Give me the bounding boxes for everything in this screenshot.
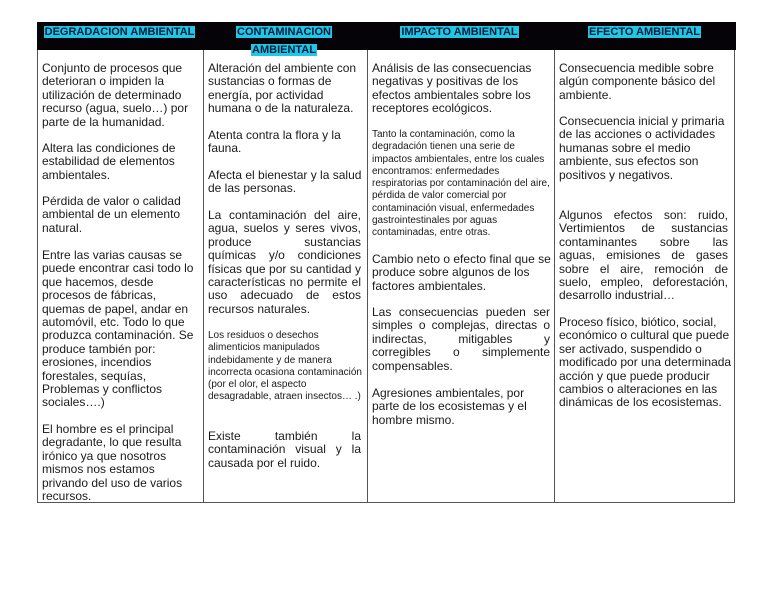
header-degradacion — [37, 22, 202, 50]
table-header-row — [37, 22, 736, 56]
paragraph: Cambio neto o efecto final que se produce sobre algunos de los factores ambientales. — [372, 252, 551, 293]
paragraph: El hombre es el principal degradante, lo que resulta irónico ya que nosotros mismos nos estamos privando del uso de varios recursos. — [42, 422, 183, 504]
paragraph: Pérdida de valor o calidad ambiental de un elemento natural. — [42, 194, 181, 235]
header-contaminacion — [202, 22, 366, 56]
paragraph: Consecuencia inicial y primaria de las acciones o actividades humanas sobre el medio ambiente, sus efectos son positivos y negativos. — [559, 114, 725, 182]
paragraph: Proceso físico, biótico, social, económico o cultural que puede ser activado, suspendido o modificado por una determinada acción y que puede producir cambios o alteraciones en las dinámicas de los ecosistemas. — [559, 315, 732, 410]
paragraph: Conjunto de procesos que deterioran o impiden la utilización de determinado recurso (agua, suelo…) por parte de la humanidad. — [42, 61, 189, 129]
paragraph: Afecta el bienestar y la salud de las personas. — [208, 168, 362, 196]
header-label: EFECTO AMBIENTAL — [588, 26, 700, 38]
column-contaminacion — [203, 50, 367, 502]
paragraph: Existe también la contaminación visual y la causada por el ruido. — [208, 429, 361, 470]
paragraph: Entre las varias causas se puede encontrar casi todo lo que hacemos, desde procesos de fábricas, quemas de papel, andar en automóvil, etc. Todo lo que produzca contaminación. Se produce también por: erosiones, incendios forestales, sequías, Problemas y conflictos sociales….) — [42, 248, 194, 410]
paragraph-small: Tanto la contaminación, como la degradación tienen una serie de impactos ambientales, entre los cuales encontramos: enfermedades respiratorias por contaminación del aire, pérdida de valor comercial por contaminación visual, enfermedades gastrointestinales por aguas contaminadas, entre otras. — [372, 129, 550, 239]
column-degradacion — [38, 50, 203, 502]
paragraph: Algunos efectos son: ruido, Vertimientos de sustancias contaminantes sobre las aguas, emisiones de gases sobre el aire, remoción de suelo, empleo, deforestación, desarrollo industrial… — [559, 208, 728, 303]
paragraph: Agresiones ambientales, por parte de los ecosistemas y el hombre mismo. — [372, 386, 527, 427]
header-impacto — [366, 22, 553, 50]
header-label: IMPACTO AMBIENTAL — [401, 26, 518, 38]
environment-comparison-table — [37, 22, 735, 503]
header-efecto — [553, 22, 736, 50]
paragraph: Las consecuencias pueden ser simples o complejas, directas o indirectas, mitigables y corregibles o simplemente compensables. — [372, 305, 550, 373]
header-label: DEGRADACION AMBIENTAL — [44, 26, 195, 38]
column-efecto — [554, 50, 736, 502]
paragraph: La contaminación del aire, agua, suelos y seres vivos, produce sustancias químicas y/o condiciones físicas que por su cantidad y características no permite el uso adecuado de estos recursos naturales. — [208, 208, 361, 316]
header-label-line2: AMBIENTAL — [252, 44, 316, 56]
paragraph: Análisis de las consecuencias negativas y positivas de los efectos ambientales sobre los receptores ecológicos. — [372, 61, 532, 116]
header-label-line1: CONTAMINACION — [237, 26, 331, 38]
paragraph: Alteración del ambiente con sustancias o formas de energía, por actividad humana o de la naturaleza. — [208, 61, 357, 116]
paragraph: Consecuencia medible sobre algún componente básico del ambiente. — [559, 61, 716, 102]
column-impacto — [367, 50, 554, 502]
paragraph: Atenta contra la flora y la fauna. — [208, 128, 341, 156]
paragraph: Altera las condiciones de estabilidad de elementos ambientales. — [42, 141, 176, 182]
paragraph-small: Los residuos o desechos alimenticios manipulados indebidamente y de manera incorrecta ocasiona contaminación (por el olor, el aspecto desagradable, atraen insectos… .) — [208, 330, 362, 403]
